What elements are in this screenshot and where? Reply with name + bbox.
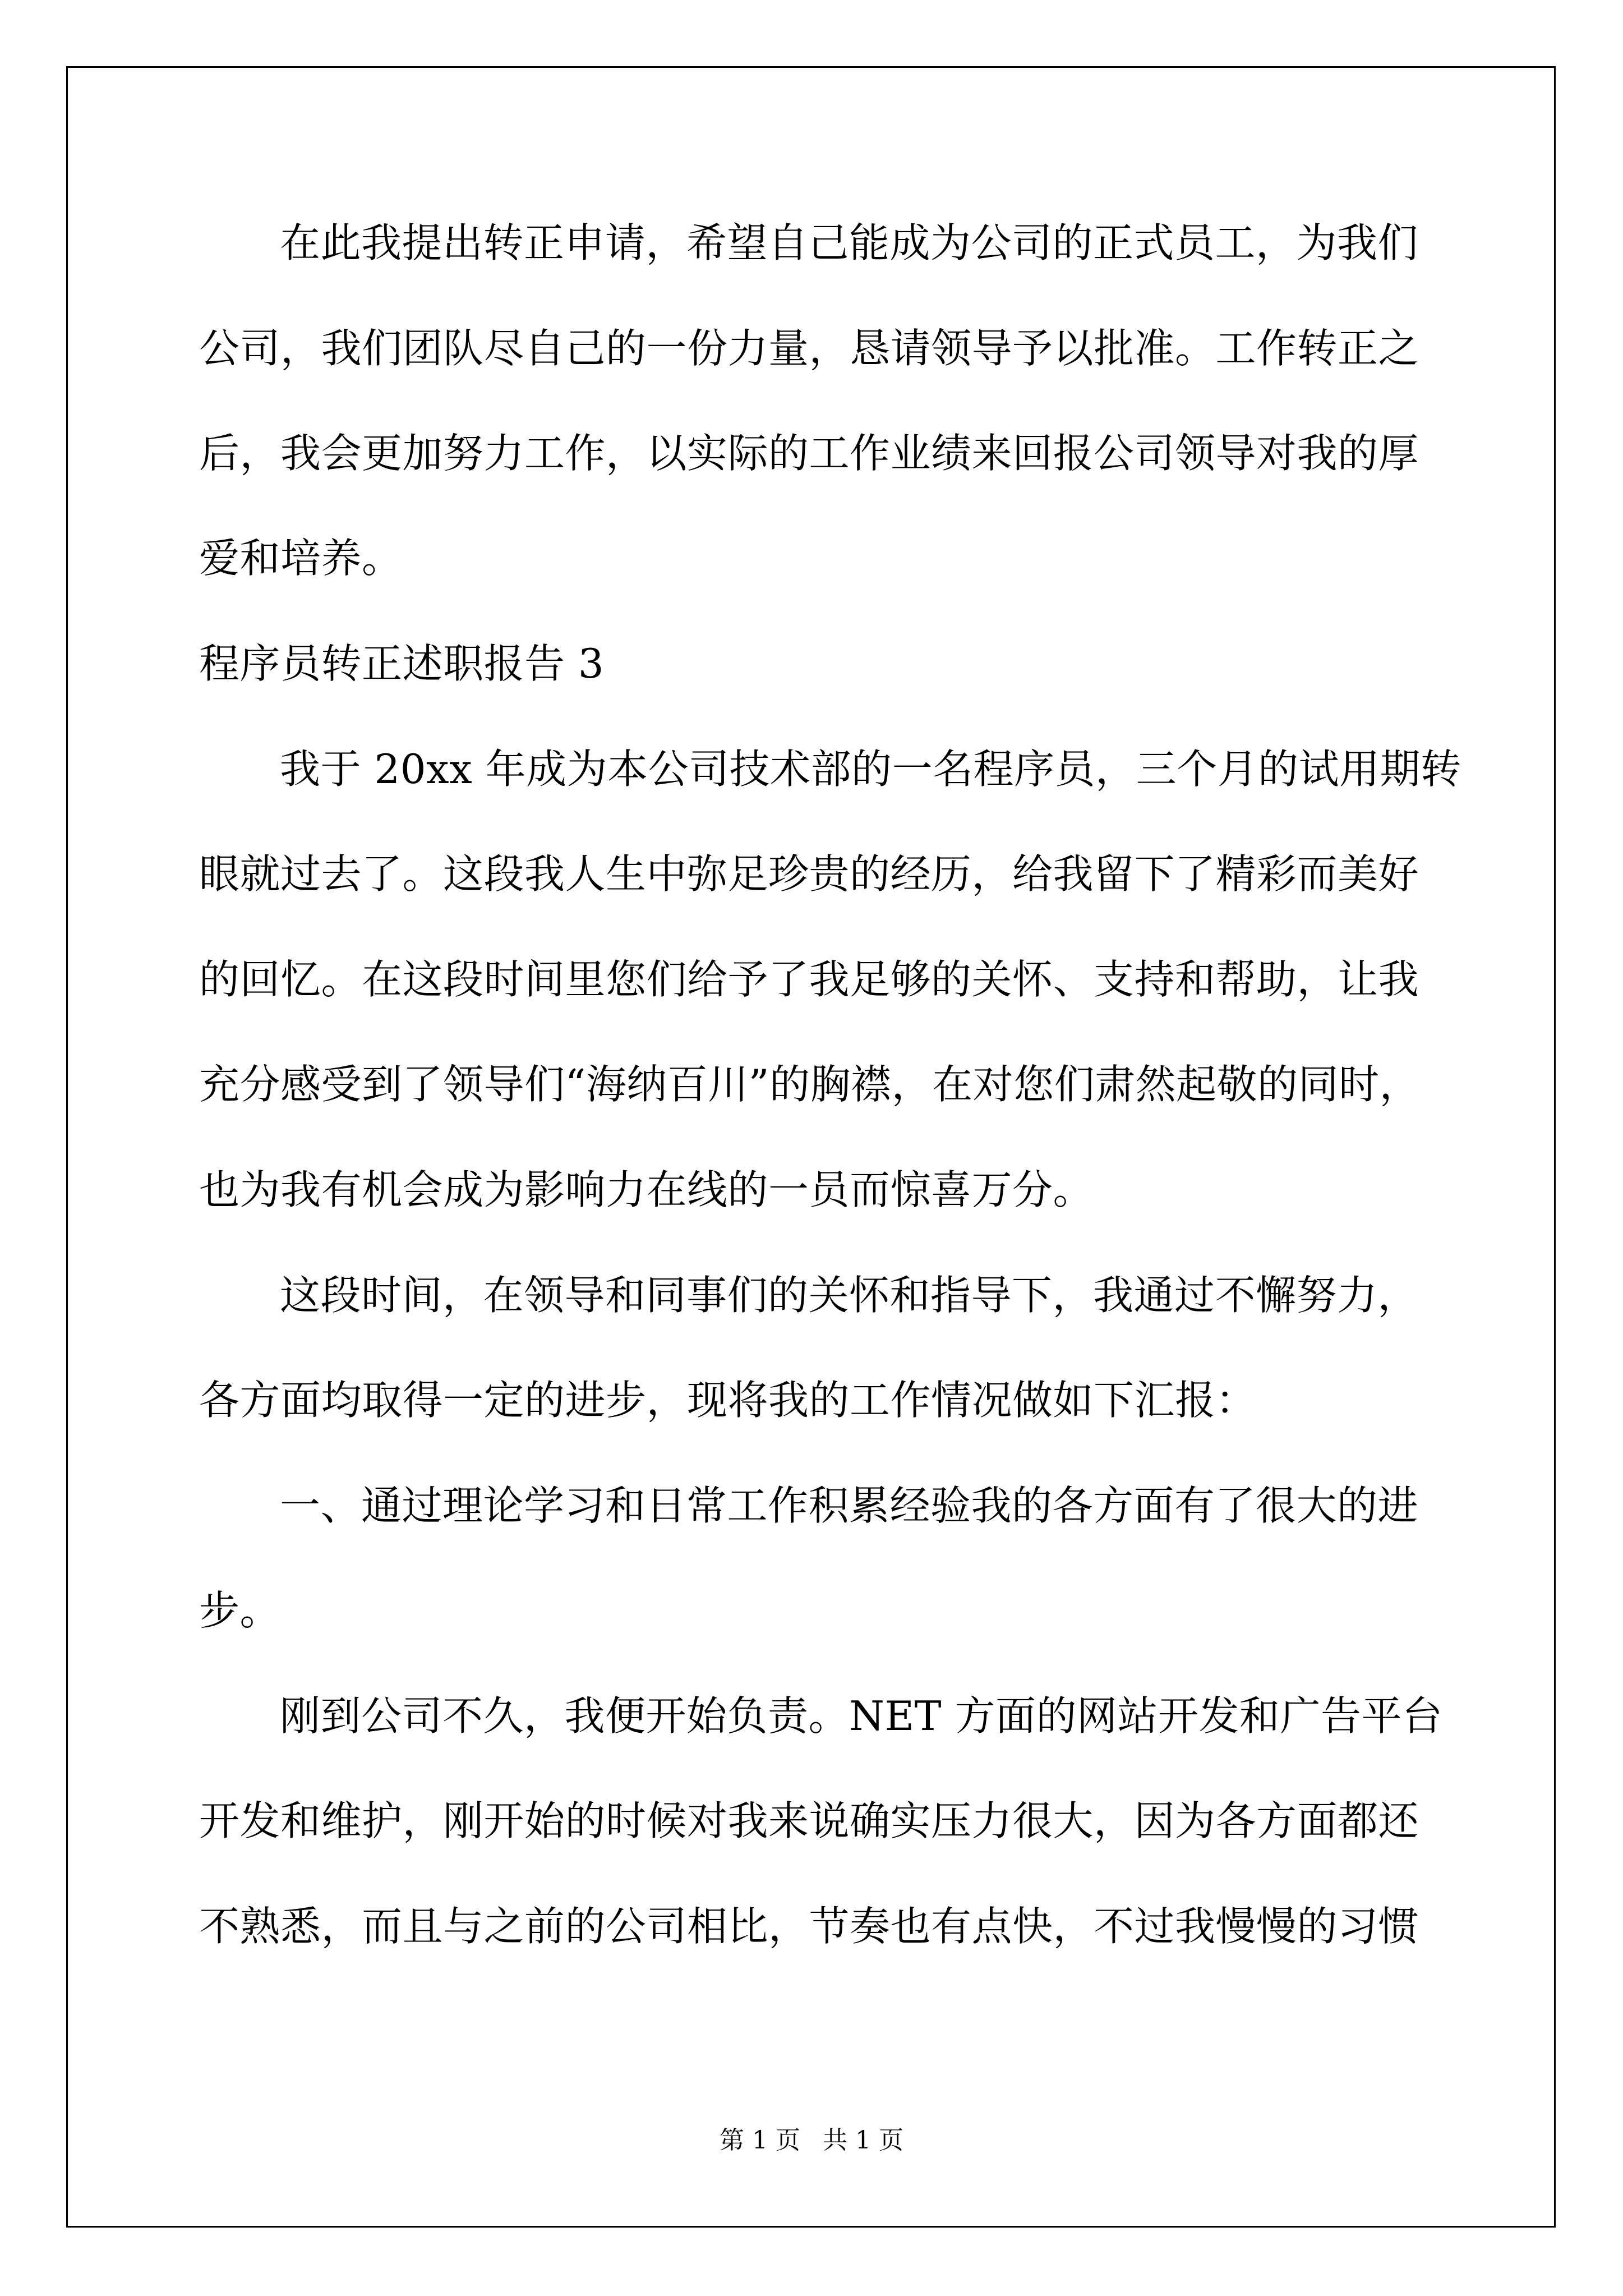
text-line: 这段时间，在领导和同事们的关怀和指导下，我通过不懈努力，	[280, 1272, 1419, 1319]
text-line: 爱和培养。	[199, 535, 403, 582]
text-line: 不熟悉，而且与之前的公司相比，节奏也有点快，不过我慢慢的习惯	[199, 1903, 1419, 1950]
document-body	[199, 216, 1461, 1953]
text-line: 各方面均取得一定的进步，现将我的工作情况做如下汇报：	[199, 1377, 1257, 1424]
text-line: 的回忆。在这段时间里您们给予了我足够的关怀、支持和帮助，让我	[199, 956, 1419, 1003]
text-line: 开发和维护，刚开始的时候对我来说确实压力很大，因为各方面都还	[199, 1797, 1419, 1844]
text-line: 刚到公司不久，我便开始负责。NET 方面的网站开发和广告平台	[280, 1692, 1443, 1740]
text-line: 也为我有机会成为影响力在线的一员而惊喜万分。	[199, 1166, 1094, 1213]
text-line: 眼就过去了。这段我人生中弥足珍贵的经历，给我留下了精彩而美好	[199, 850, 1419, 898]
text-line: 一、通过理论学习和日常工作积累经验我的各方面有了很大的进	[280, 1482, 1419, 1529]
text-line: 步。	[199, 1587, 281, 1634]
page-footer	[0, 2125, 1623, 2156]
text-line: 公司，我们团队尽自己的一份力量，恳请领导予以批准。工作转正之	[199, 325, 1419, 372]
text-line: 我于 20xx 年成为本公司技术部的一名程序员，三个月的试用期转	[280, 746, 1461, 793]
page-total: 共 1 页	[823, 2126, 903, 2155]
page-number: 第 1 页	[720, 2126, 800, 2155]
text-line: 在此我提出转正申请，希望自己能成为公司的正式员工，为我们	[280, 219, 1419, 266]
text-line: 充分感受到了领导们“海纳百川”的胸襟，在对您们肃然起敬的同时，	[199, 1061, 1421, 1108]
section-heading: 程序员转正述职报告 3	[199, 640, 605, 687]
text-line: 后，我会更加努力工作，以实际的工作业绩来回报公司领导对我的厚	[199, 430, 1419, 477]
